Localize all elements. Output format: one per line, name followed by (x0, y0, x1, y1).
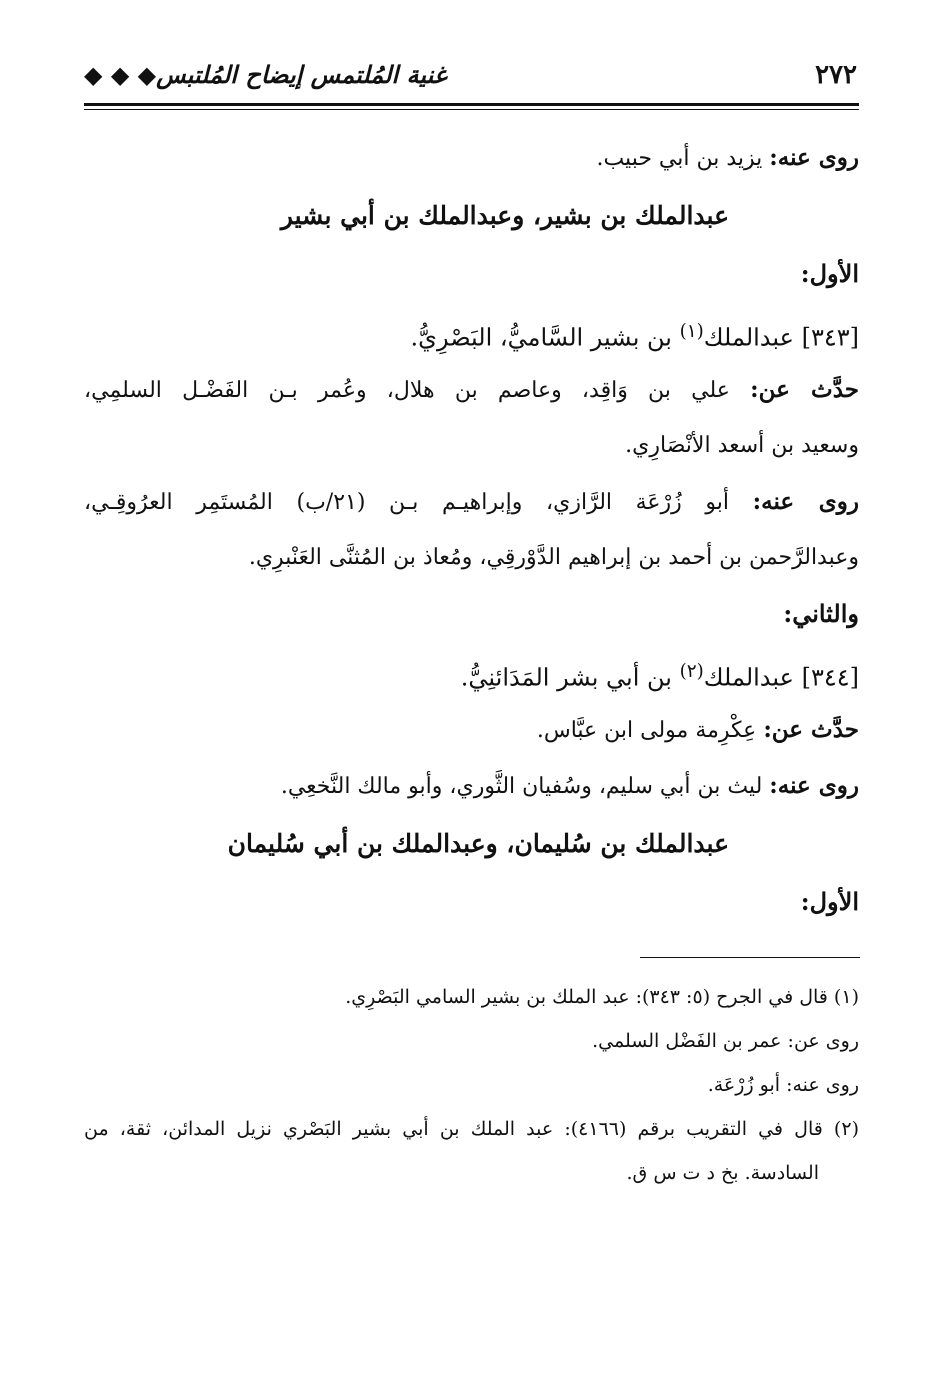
narrated-by-344 (84, 758, 859, 814)
footnote-ref-2: (٢) (679, 661, 704, 682)
footnotes (84, 975, 859, 1195)
page-number: ٢٧٢ (815, 60, 857, 90)
footnote-2-cont: السادسة. بخ د ت س ق. (626, 1162, 819, 1184)
section-title-2: عبدالملك بن سُليمان، وعبدالملك بن أبي سُليمان (227, 829, 729, 858)
second-label: والثاني: (783, 599, 859, 628)
footnote-1-narrated-from: روى عن: عمر بن الفَضْل السلمي. (592, 1030, 859, 1052)
narrated-by-text-343: أبو زُرْعَة الرَّازي، وإبراهيـم بـن (٢١/ب) المُستَمِر العرُوقِـي، (84, 490, 753, 515)
second-heading-line (84, 586, 859, 642)
first-label-2: الأول: (800, 887, 859, 916)
section-heading-1 (84, 186, 859, 246)
running-title: غنية المُلتمس إيضاح المُلتبس◆ ◆ ◆ (84, 60, 447, 89)
entry-344-rest: بن أبي بشر المَدَائنِيُّ. (460, 663, 680, 692)
section-heading-2 (84, 814, 859, 874)
footnote-1-narrated-by: روى عنه: أبو زُرْعَة. (707, 1074, 859, 1096)
narrated-by-line (84, 130, 859, 186)
first-heading-line-2 (84, 874, 859, 930)
narrated-by-text-343-cont: وعبدالرَّحمن بن أحمد بن إبراهيم الدَّوْرقِي، ومُعاذ بن المُثنَّى العَنْبرِي. (248, 545, 859, 570)
narrated-by-343-cont (84, 530, 859, 586)
footnote-ref-1: (١) (679, 321, 704, 342)
narrated-by-343 (84, 474, 859, 530)
entry-344-number: [٣٤٤] (793, 663, 859, 692)
section-title-1: عبدالملك بن بشير، وعبدالملك بن أبي بشير (280, 201, 729, 230)
narrated-from-label-343: حدَّث عن: (750, 376, 859, 403)
header-rule-thin (84, 109, 859, 110)
narrated-by-label-344: روى عنه: (769, 772, 859, 799)
footnote-1: (١) قال في الجرح (٥: ٣٤٣): عبد الملك بن بشير السامي البَصْرِي. (345, 986, 859, 1008)
first-heading-line (84, 246, 859, 302)
narrated-from-text-344: عِكْرِمة مولى ابن عبَّاس. (536, 718, 764, 743)
entry-344 (84, 642, 859, 702)
header-rule-thick (84, 103, 859, 106)
entry-343-rest: بن بشير السَّاميُّ، البَصْرِيُّ. (410, 323, 680, 352)
page-header (84, 58, 859, 98)
narrated-from-344 (84, 702, 859, 758)
entry-344-name: عبدالملك (703, 663, 794, 692)
entry-343-name: عبدالملك (703, 323, 794, 352)
narrated-by-text-344: ليث بن أبي سليم، وسُفيان الثَّوري، وأبو مالك النَّخعِي. (280, 774, 770, 799)
narrated-from-label-344: حدَّث عن: (763, 716, 859, 743)
narrated-by-label: روى عنه: (769, 144, 859, 171)
footnote-divider (640, 957, 860, 958)
narrated-from-text-343: علي بن وَاقِد، وعاصم بن هلال، وعُمر بـن الفَضْـل السلمِي، (84, 378, 751, 403)
narrated-by-text: يزيد بن أبي حبيب. (596, 146, 770, 171)
main-text (84, 130, 859, 930)
entry-343-number: [٣٤٣] (793, 323, 859, 352)
entry-343 (84, 302, 859, 362)
narrated-from-text-343-cont: وسعيد بن أسعد الأنْصَارِي. (625, 433, 859, 458)
narrated-from-343 (84, 362, 859, 418)
narrated-by-label-343: روى عنه: (752, 488, 859, 515)
first-label: الأول: (800, 259, 859, 288)
footnote-2: (٢) قال في التقريب برقم (٤١٦٦): عبد الملك بن أبي بشير البَصْري نزيل المدائن، ثقة، من (84, 1118, 859, 1140)
narrated-from-343-cont (84, 418, 859, 474)
